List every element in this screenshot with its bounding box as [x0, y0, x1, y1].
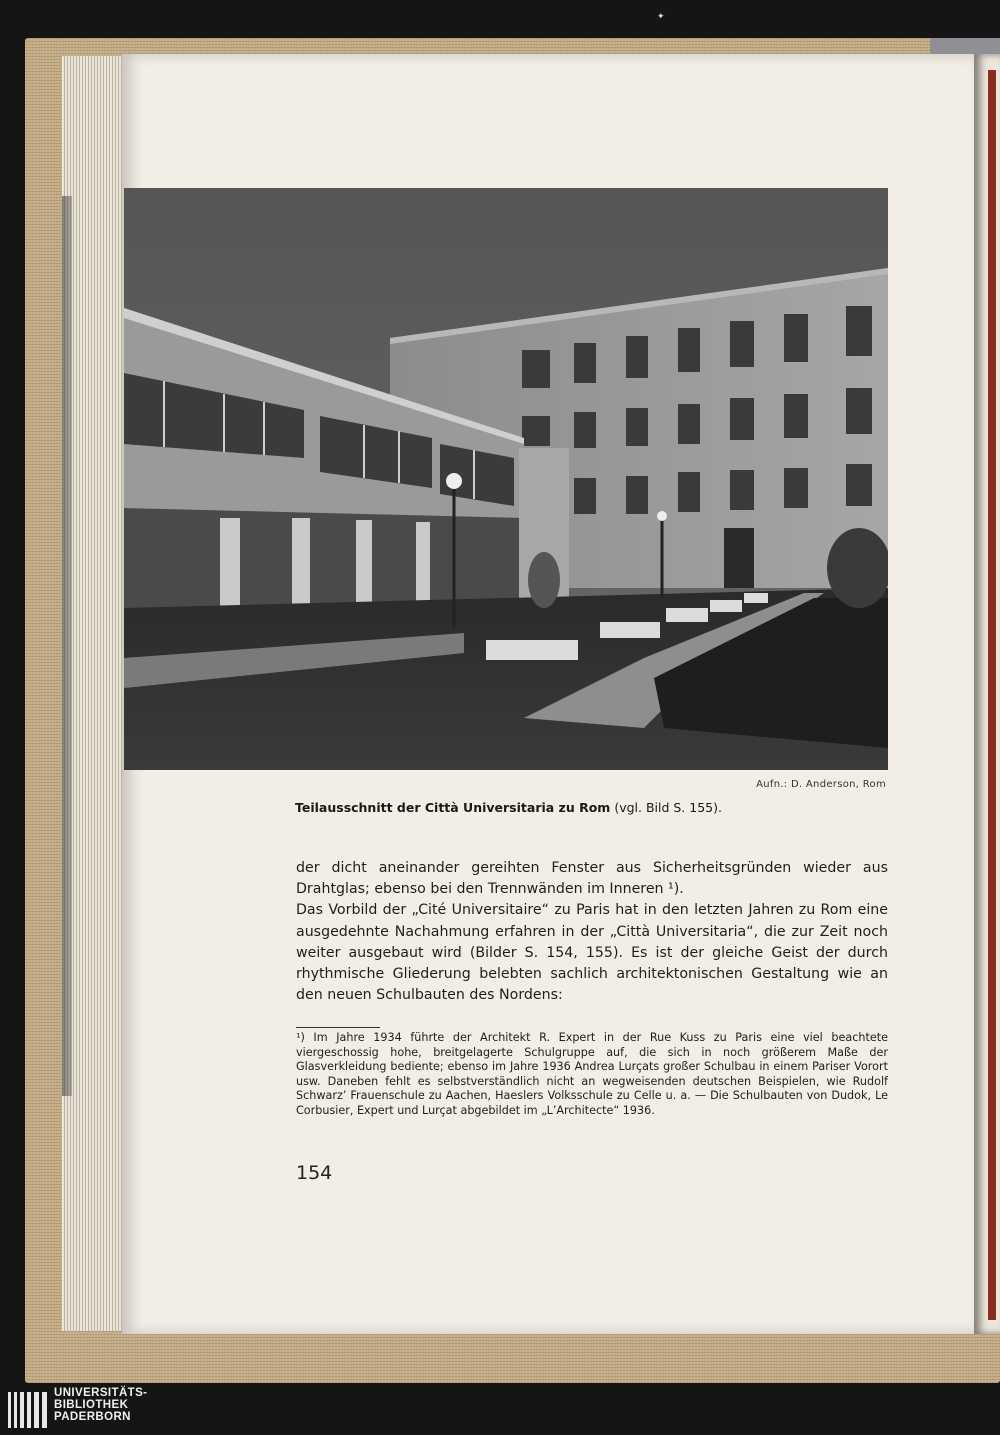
- paragraph-2: Das Vorbild der „Cité Universitaire“ zu Paris hat in den letzten Jahren zu Rom eine ausgedehnte Nachahmung erfahren in der „Città Universitaria“, die zur Zeit noch weiter ausgebaut wird (Bilder S. 154, 155). Es ist der gleiche Geist der durch rhythmische Gliederung belebten sachlich architektonischen Gestaltung wie an den neuen Schulbauten des Nordens:: [296, 902, 888, 1004]
- photo-caption: [295, 800, 895, 815]
- body-text: [296, 858, 888, 1006]
- facing-page-red-edge: [988, 70, 996, 1320]
- library-footer: [0, 1385, 1000, 1435]
- caption-title: Teilausschnitt der Città Universitaria zu Rom: [295, 800, 611, 815]
- page-number: 154: [296, 1162, 333, 1184]
- courtyard-photograph: [124, 188, 888, 770]
- photo-credit: Aufn.: D. Anderson, Rom: [756, 779, 886, 790]
- footnote: ¹) Im Jahre 1934 führte der Architekt R. Expert in der Rue Kuss zu Paris eine viel beachtete viergeschossig hohe, breitgelagerte Schulgruppe auf, die sich in noch größerem Maße der Glasverkleidung bediente; ebenso im Jahre 1936 Andrea Lurçats großer Schulbau in einem Pariser Vorort usw. Daneben fehlt es selbstverständlich nicht an wegweisenden deutschen Beispielen, wie Rudolf Schwarz’ Frauenschule zu Aachen, Haeslers Volksschule zu Celle u. a. — Die Schulbauten von Dudok, Le Corbusier, Expert und Lurçat abgebildet im „L’Architecte“ 1936.: [296, 1031, 888, 1117]
- library-name: [54, 1388, 147, 1423]
- page-edges: [62, 56, 124, 1331]
- footnote-rule: [296, 1027, 380, 1028]
- caption-reference: (vgl. Bild S. 155).: [614, 800, 722, 815]
- library-name-line-1: UNIVERSITÄTS-: [54, 1387, 148, 1399]
- library-name-line-2: BIBLIOTHEK: [54, 1398, 129, 1411]
- facing-page-edge: [974, 54, 1000, 1334]
- library-name-line-3: PADERBORN: [54, 1410, 131, 1423]
- corner-mark: ✦: [657, 12, 665, 22]
- library-logo-icon: [8, 1392, 48, 1428]
- paragraph-1: der dicht aneinander gereihten Fenster aus Sicherheitsgründen wieder aus Drahtglas; ebenso bei den Trennwänden im Inneren ¹).: [296, 860, 888, 898]
